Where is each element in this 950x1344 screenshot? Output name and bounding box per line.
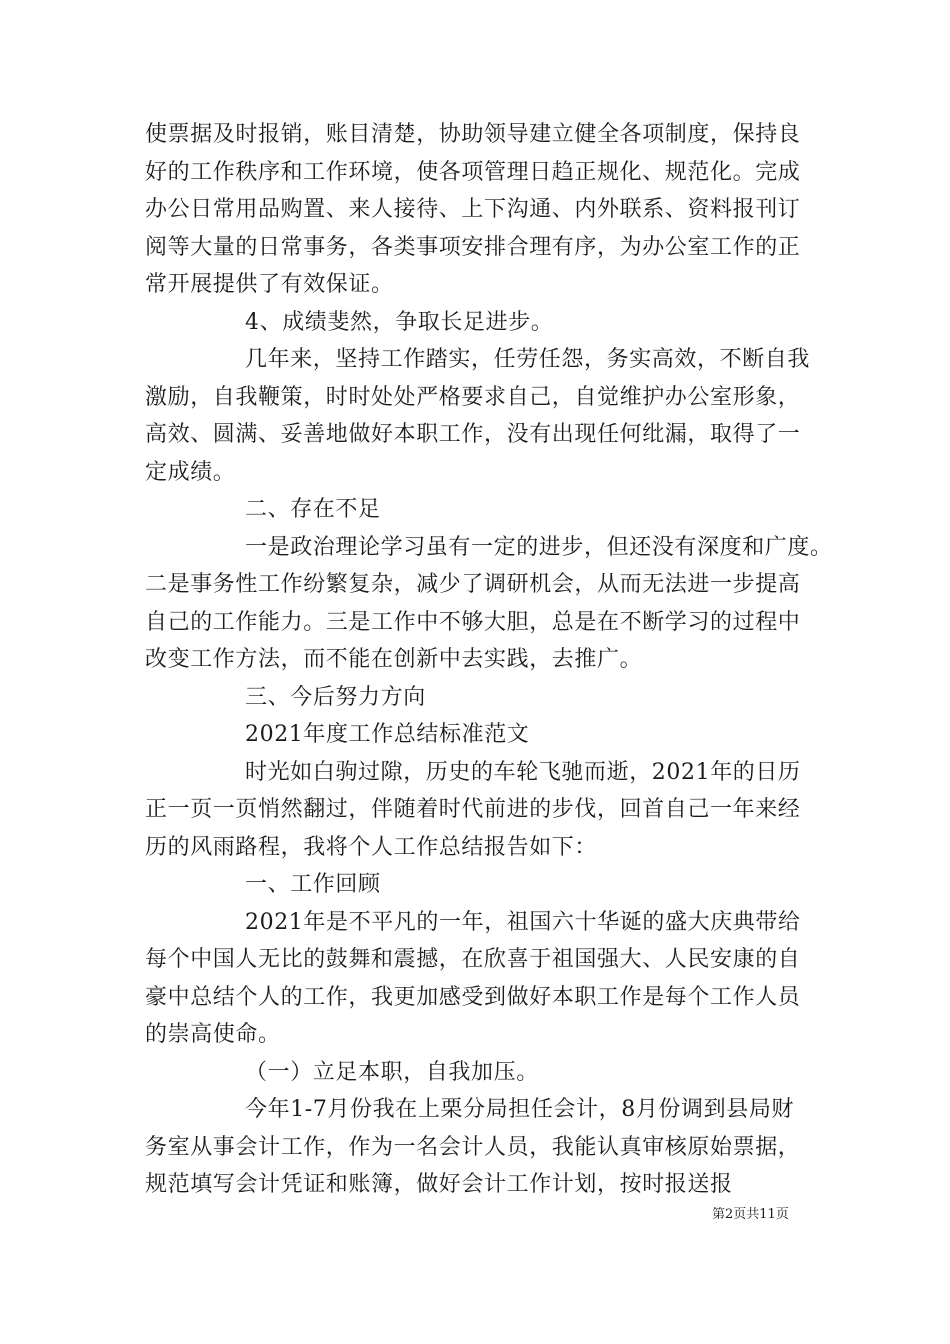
document-title: 2021年度工作总结标准范文 xyxy=(245,722,530,747)
text-line: 2021年是不平凡的一年，祖国六十华诞的盛大庆典带给 xyxy=(245,909,801,935)
body-text xyxy=(145,116,833,1204)
text-line: 高效、圆满、妥善地做好本职工作，没有出现任何纰漏，取得了一 xyxy=(145,422,801,447)
text-line: 好的工作秩序和工作环境，使各项管理日趋正规化、规范化。完成 xyxy=(145,159,801,185)
text-line: 常开展提供了有效保证。 xyxy=(145,272,394,297)
text-line: 改变工作方法，而不能在创新中去实践，去推广。 xyxy=(145,647,643,672)
text-line: 几年来，坚持工作踏实，任劳任怨，务实高效，不断自我 xyxy=(245,347,811,372)
text-line: 阅等大量的日常事务，各类事项安排合理有序，为办公室工作的正 xyxy=(145,234,801,260)
text-line: 历的风雨路程，我将个人工作总结报告如下： xyxy=(145,834,598,860)
subsection-heading: （一）立足本职，自我加压。 xyxy=(245,1059,539,1085)
text-line: 的崇高使命。 xyxy=(145,1022,281,1047)
text-line: 激励，自我鞭策，时时处处严格要求自己，自觉维护办公室形象， xyxy=(145,384,801,410)
text-line: 务室从事会计工作，作为一名会计人员，我能认真审核原始票据， xyxy=(145,1134,801,1160)
text-line: 规范填写会计凭证和账簿，做好会计工作计划，按时报送报 xyxy=(145,1172,733,1197)
text-line: 自己的工作能力。三是工作中不够大胆，总是在不断学习的过程中 xyxy=(145,609,801,635)
text-line: 每个中国人无比的鼓舞和震撼，在欣喜于祖国强大、人民安康的自 xyxy=(145,947,801,972)
section-heading: 4、成绩斐然，争取长足进步。 xyxy=(245,309,554,335)
section-heading: 三、今后努力方向 xyxy=(245,684,426,710)
text-line: 今年1-7月份我在上栗分局担任会计，8月份调到县局财 xyxy=(245,1097,795,1122)
text-line: 时光如白驹过隙，历史的车轮飞驰而逝，2021年的日历 xyxy=(245,759,801,785)
section-heading: 一、工作回顾 xyxy=(245,872,381,897)
text-line: 办公日常用品购置、来人接待、上下沟通、内外联系、资料报刊订 xyxy=(145,197,801,222)
text-line: 使票据及时报销，账目清楚，协助领导建立健全各项制度，保持良 xyxy=(145,122,801,147)
text-line: 豪中总结个人的工作，我更加感受到做好本职工作是每个工作人员 xyxy=(145,984,801,1010)
page-number: 第2页共11页 xyxy=(712,1207,789,1222)
text-line: 正一页一页悄然翻过，伴随着时代前进的步伐，回首自己一年来经 xyxy=(145,797,801,822)
section-heading: 二、存在不足 xyxy=(245,497,381,522)
text-line: 定成绩。 xyxy=(145,459,236,485)
text-line: 二是事务性工作纷繁复杂，减少了调研机会，从而无法进一步提高 xyxy=(145,572,801,597)
text-line: 一是政治理论学习虽有一定的进步，但还没有深度和广度。 xyxy=(245,534,833,560)
